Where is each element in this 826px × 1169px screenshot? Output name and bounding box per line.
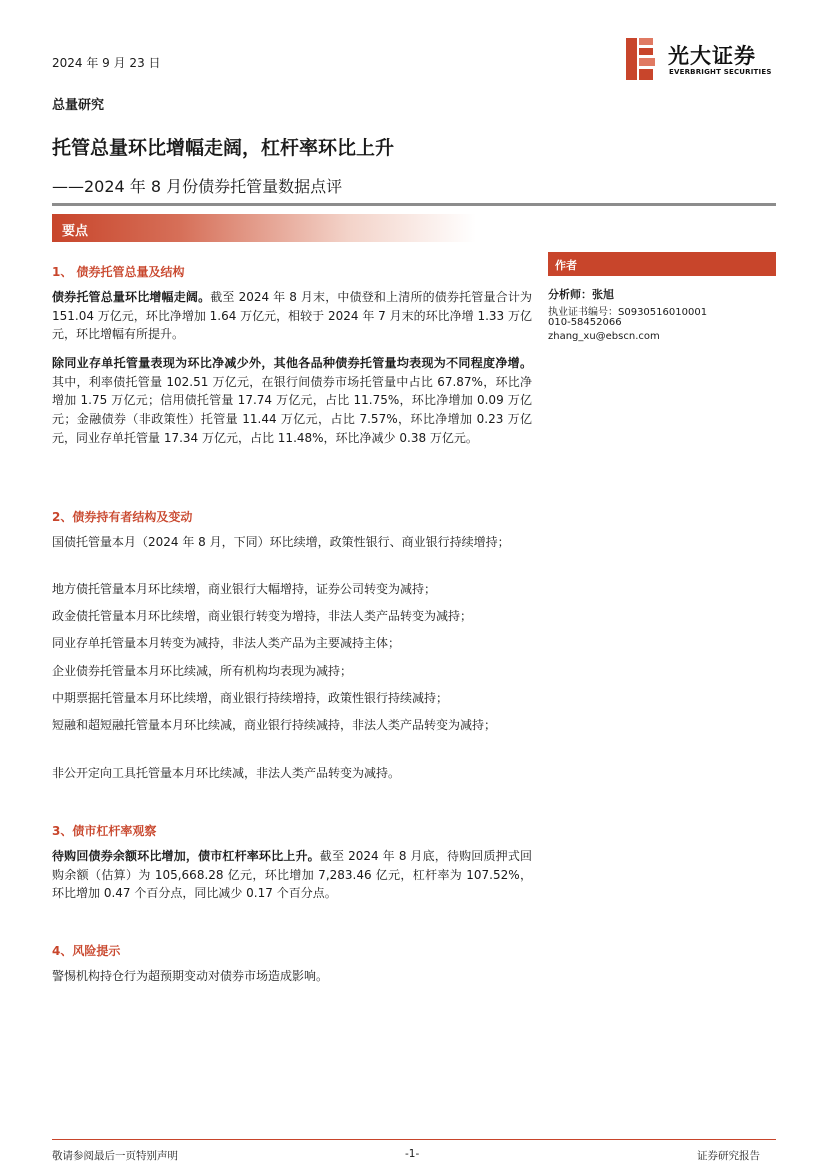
analyst-license: 执业证书编号：S0930516010001 bbox=[548, 307, 708, 318]
section-paragraph: 同业存单托管量本月转变为减持，非法人类产品为主要减持主体； bbox=[52, 636, 401, 650]
author-label: 作者 bbox=[555, 259, 577, 272]
page-number: -1- bbox=[405, 1148, 420, 1160]
analyst-email: zhang_xu@ebscn.com bbox=[548, 331, 660, 342]
everbright-logo-icon bbox=[626, 38, 656, 80]
section-paragraph: 政金债托管量本月环比续增，商业银行转变为增持，非法人类产品转变为减持； bbox=[52, 609, 473, 623]
logo-english-name: EVERBRIGHT SECURITIES bbox=[669, 68, 772, 76]
section-heading: 2、债券持有者结构及变动 bbox=[52, 510, 193, 524]
section-paragraph: 除同业存单托管量表现为环比净减少外，其他各品种债券托管量均表现为不同程度净增。其中，利率债托管量 102.51 万亿元，在银行间债券市场托管量中占比 67.87%，环比净增加 1.75 万亿元；信用债托管量 17.74 万亿元，占比 11.75%，环比净增加 0.09 万亿元；金融债券（非政策性）托管量 11.44 万亿元，占比 7.57%，环比净增加 0.23 万亿元，同业存单托管量 17.34 万亿元，占比 11.48%，环比净减少 0.38 万亿元。 bbox=[52, 356, 532, 445]
section-paragraph: 警惕机构持仓行为超预期变动对债券市场造成影响。 bbox=[52, 969, 329, 983]
section-paragraph: 企业债券托管量本月环比续减，所有机构均表现为减持； bbox=[52, 664, 353, 678]
keypoints-banner bbox=[52, 214, 476, 242]
section-paragraph: 短融和超短融托管量本月环比续减，商业银行持续减持，非法人类产品转变为减持； bbox=[52, 718, 497, 732]
analyst-name: 分析师：张旭 bbox=[548, 288, 614, 301]
company-logo bbox=[626, 38, 776, 82]
section-heading: 1、 债券托管总量及结构 bbox=[52, 265, 185, 279]
author-banner bbox=[548, 252, 776, 276]
logo-chinese-name: 光大证券 bbox=[668, 44, 756, 68]
report-date: 2024 年 9 月 23 日 bbox=[52, 56, 161, 70]
section-paragraph: 地方债托管量本月环比续增，商业银行大幅增持，证券公司转变为减持； bbox=[52, 582, 437, 596]
footer-report-type: 证券研究报告 bbox=[697, 1150, 760, 1162]
section-paragraph: 待购回债券余额环比增加，债市杠杆率环比上升。截至 2024 年 8 月底，待购回质押式回购余额（估算）为 105,668.28 亿元，环比增加 7,283.46 亿元，杠杆率为 107.52%，环比增加 0.47 个百分点，同比减少 0.17 个百分点。 bbox=[52, 849, 532, 901]
section-heading: 3、债市杠杆率观察 bbox=[52, 824, 157, 838]
report-subtitle: ——2024 年 8 月份债券托管量数据点评 bbox=[52, 177, 343, 196]
keypoints-label: 要点 bbox=[62, 224, 89, 239]
section-paragraph: 非公开定向工具托管量本月环比续减，非法人类产品转变为减持。 bbox=[52, 766, 401, 780]
section-paragraph: 国债托管量本月（2024 年 8 月，下同）环比续增，政策性银行、商业银行持续增持； bbox=[52, 535, 510, 549]
section-paragraph: 债券托管总量环比增幅走阔。截至 2024 年 8 月末，中债登和上清所的债券托管量合计为 151.04 万亿元，环比净增加 1.64 万亿元，相较于 2024 年 7 月末的环比净增 1.33 万亿元，环比增幅有所提升。 bbox=[52, 290, 532, 342]
report-title: 托管总量环比增幅走阔，杠杆率环比上升 bbox=[52, 137, 395, 159]
footer-divider bbox=[52, 1139, 776, 1140]
section-heading: 4、风险提示 bbox=[52, 944, 121, 958]
report-category: 总量研究 bbox=[52, 98, 105, 113]
footer-disclaimer: 敬请参阅最后一页特别声明 bbox=[52, 1150, 178, 1162]
section-paragraph: 中期票据托管量本月环比续增，商业银行持续增持，政策性银行持续减持； bbox=[52, 691, 449, 705]
analyst-phone: 010-58452066 bbox=[548, 317, 622, 328]
title-divider bbox=[52, 203, 776, 206]
